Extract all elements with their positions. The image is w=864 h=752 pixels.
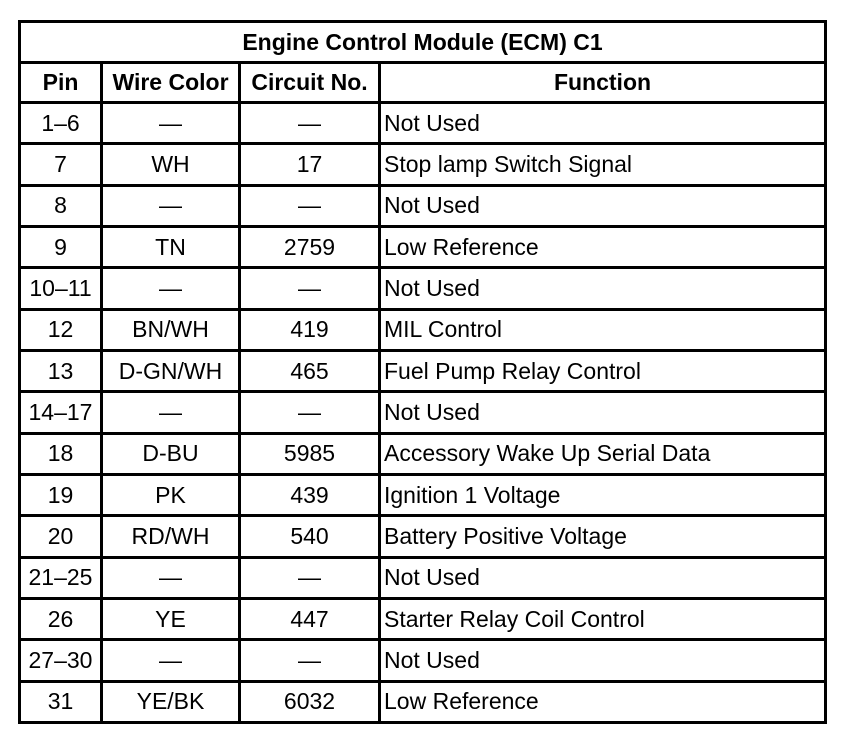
function-cell: Not Used (380, 185, 826, 226)
pin-cell: 14–17 (20, 392, 102, 433)
pin-cell: 8 (20, 185, 102, 226)
circuit-no-cell: — (240, 640, 380, 681)
circuit-no-cell: — (240, 185, 380, 226)
circuit-no-cell: — (240, 268, 380, 309)
pin-cell: 13 (20, 350, 102, 391)
wire-color-cell: D-BU (102, 433, 240, 474)
function-cell: Stop lamp Switch Signal (380, 144, 826, 185)
pin-cell: 9 (20, 226, 102, 267)
table-row (20, 433, 826, 474)
table-title-row (20, 22, 826, 63)
table-row (20, 350, 826, 391)
function-cell: Not Used (380, 557, 826, 598)
table-header-row (20, 63, 826, 103)
table-row (20, 226, 826, 267)
table-row (20, 557, 826, 598)
pin-cell: 1–6 (20, 103, 102, 144)
wire-color-cell: YE (102, 598, 240, 639)
wire-color-cell: — (102, 103, 240, 144)
table-row (20, 474, 826, 515)
function-cell: Accessory Wake Up Serial Data (380, 433, 826, 474)
pin-cell: 27–30 (20, 640, 102, 681)
circuit-no-cell: — (240, 392, 380, 433)
circuit-no-cell: 2759 (240, 226, 380, 267)
function-cell: Not Used (380, 268, 826, 309)
function-cell: Low Reference (380, 681, 826, 722)
wire-color-cell: BN/WH (102, 309, 240, 350)
function-cell: Low Reference (380, 226, 826, 267)
wire-color-cell: D-GN/WH (102, 350, 240, 391)
circuit-no-column-header: Circuit No. (240, 63, 380, 103)
wire-color-cell: YE/BK (102, 681, 240, 722)
function-cell: Ignition 1 Voltage (380, 474, 826, 515)
wire-color-cell: — (102, 185, 240, 226)
pin-cell: 7 (20, 144, 102, 185)
wire-color-cell: TN (102, 226, 240, 267)
circuit-no-cell: 419 (240, 309, 380, 350)
pin-cell: 19 (20, 474, 102, 515)
wire-color-cell: — (102, 557, 240, 598)
table-row (20, 144, 826, 185)
table-row (20, 268, 826, 309)
wire-color-cell: — (102, 268, 240, 309)
circuit-no-cell: 465 (240, 350, 380, 391)
pin-cell: 20 (20, 516, 102, 557)
circuit-no-cell: 6032 (240, 681, 380, 722)
table-row (20, 516, 826, 557)
function-cell: Fuel Pump Relay Control (380, 350, 826, 391)
table-row (20, 640, 826, 681)
circuit-no-cell: 17 (240, 144, 380, 185)
wire-color-cell: RD/WH (102, 516, 240, 557)
pin-cell: 21–25 (20, 557, 102, 598)
function-cell: Not Used (380, 640, 826, 681)
table-title: Engine Control Module (ECM) C1 (20, 22, 826, 63)
circuit-no-cell: 540 (240, 516, 380, 557)
table-row (20, 392, 826, 433)
circuit-no-cell: — (240, 557, 380, 598)
function-cell: Not Used (380, 103, 826, 144)
function-cell: Starter Relay Coil Control (380, 598, 826, 639)
wire-color-column-header: Wire Color (102, 63, 240, 103)
function-column-header: Function (380, 63, 826, 103)
function-cell: Battery Positive Voltage (380, 516, 826, 557)
pin-cell: 10–11 (20, 268, 102, 309)
pin-column-header: Pin (20, 63, 102, 103)
wire-color-cell: — (102, 640, 240, 681)
table-row (20, 103, 826, 144)
wire-color-cell: WH (102, 144, 240, 185)
circuit-no-cell: 5985 (240, 433, 380, 474)
table-body (20, 103, 826, 723)
function-cell: MIL Control (380, 309, 826, 350)
function-cell: Not Used (380, 392, 826, 433)
ecm-connector-table (18, 20, 827, 724)
table-row (20, 185, 826, 226)
table-row (20, 598, 826, 639)
pin-cell: 18 (20, 433, 102, 474)
wire-color-cell: — (102, 392, 240, 433)
circuit-no-cell: 439 (240, 474, 380, 515)
table-row (20, 681, 826, 722)
pin-cell: 12 (20, 309, 102, 350)
table-row (20, 309, 826, 350)
circuit-no-cell: — (240, 103, 380, 144)
pin-cell: 31 (20, 681, 102, 722)
wire-color-cell: PK (102, 474, 240, 515)
circuit-no-cell: 447 (240, 598, 380, 639)
pin-cell: 26 (20, 598, 102, 639)
